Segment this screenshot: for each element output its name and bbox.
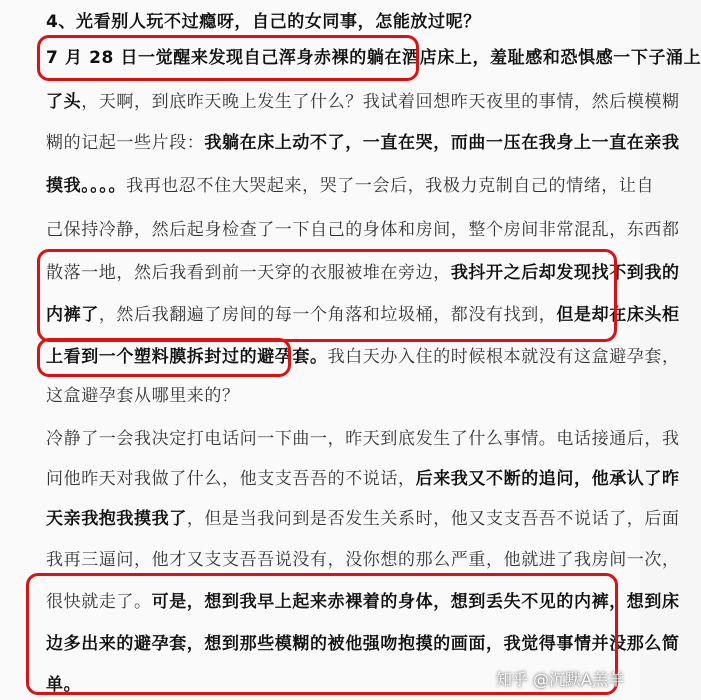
highlight-box-1 — [37, 35, 419, 81]
text-run: 己保持冷静，然后起身检查了一下自己的身体和房间，整个房间非常混乱，东西都 — [46, 220, 680, 240]
text-run: 问他昨天对我做了什么，他支支吾吾的不说话， — [46, 469, 416, 489]
text-run: 我再三逼问，他才又支支吾吾说没有，没你想的那么严重，他就进了我房间一次， — [46, 550, 680, 570]
text-run: 冷静了一会我决定打电话问一下曲一，昨天到底发生了什么事情。电话接通后，我 — [46, 429, 680, 449]
text-run: 很快就走了。 — [46, 592, 152, 612]
bold-text: 内裤了 — [46, 305, 99, 325]
text-run: ，天啊，到底昨天晚上发生了什么？我试着回想昨天夜里的事情，然后模模糊 — [81, 92, 680, 112]
bold-text: 天亲我抱我摸我了 — [46, 509, 187, 529]
bold-text: 7 月 28 日一觉醒来发现自己浑身赤裸的躺在酒店床上 — [46, 48, 473, 68]
bold-text: ，羞耻感和恐惧感一下子涌上 — [472, 48, 701, 68]
bold-text: 我躺在床上动不了，一直在哭，而曲一压在我身上一直在亲我 — [204, 133, 680, 153]
text-run: 我白天办入住的时候根本就没有这盒避孕套， — [327, 347, 680, 367]
text-line — [46, 467, 680, 491]
text-run: 我再也忍不住大哭起来，哭了一会后，我极力克制自己的情绪，让自 — [126, 176, 655, 196]
text-line — [46, 90, 680, 114]
highlight-box-3 — [37, 338, 291, 377]
text-run: ，然后我翻遍了房间的每一个角落和垃圾桶，都没有找到， — [98, 305, 557, 325]
bold-text: 后来我又不断的追问，他承认了昨 — [415, 469, 680, 489]
text-run: 糊的记起一些片段： — [46, 133, 205, 153]
text-line — [46, 427, 680, 451]
text-line — [46, 131, 680, 155]
bold-text: 边多出来的避孕套，想到那些模糊的被他强吻抱摸的画面，我觉得事情并没那么简 — [46, 634, 680, 654]
highlight-box-2 — [37, 249, 617, 342]
text-line — [46, 507, 680, 531]
text-run: 这盒避孕套从哪里来的？ — [46, 386, 240, 406]
bold-text: 单。 — [46, 675, 82, 695]
text-line — [46, 384, 240, 408]
text-line — [46, 548, 680, 572]
bold-text: 我抖开之后却发现找不到我的 — [450, 263, 680, 283]
bold-text: 了头 — [46, 92, 82, 112]
section-heading: 4、光看别人玩不过瘾呀，自己的女同事，怎能放过呢？ — [46, 12, 481, 32]
bold-text: 上看到一个塑料膜拆封过的避孕套。 — [46, 347, 328, 367]
text-run: 散落一地，然后我看到前一天穿的衣服被堆在旁边， — [46, 263, 451, 283]
text-line — [46, 174, 654, 198]
text-run: ，但是当我问到是否发生关系时，他又支支吾吾不说话了，后面 — [186, 509, 680, 529]
bold-text: 摸我。。。。 — [46, 176, 127, 196]
bold-text: 可是，想到我早上起来赤裸着的身体，想到丢失不见的内裤，想到床 — [151, 592, 680, 612]
watermark: 知乎 @沉默A羔羊 — [495, 670, 624, 689]
text-line — [46, 218, 680, 242]
bold-text: 但是却在床头柜 — [556, 305, 680, 325]
